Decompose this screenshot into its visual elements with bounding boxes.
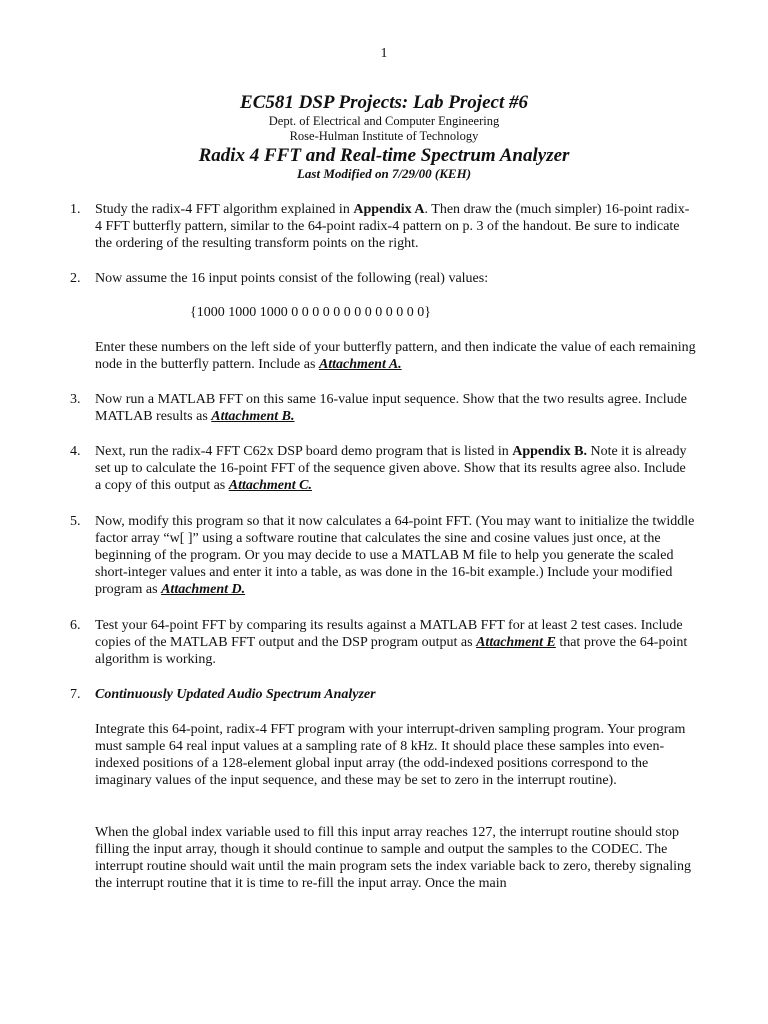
item-4-text [95, 443, 695, 494]
item-5-text-a: Now, modify this program so that it now calculates a 64-point FFT. (You may want to initialize the twiddle factor array “w[ ]” using a software routine that calculates the sine and cosine values just once, at the beginning of the program. Or you may decide to use a MATLAB M file to help you generate the scaled short-integer values and enter it into a table, as was done in the 16-bit example.) Include your modified program as [95, 514, 695, 597]
item-2-number: 2. [70, 271, 81, 286]
item-7-paragraph-1: Integrate this 64-point, radix-4 FFT program with your interrupt-driven sampling program. Your program must sample 64 real input values at a sampling rate of 8 kHz. It should place these samples into even-indexed positions of a 128-element global input array (the odd-indexed positions correspond to the imaginary values of the input sequence, and these may be set to zero in the interrupt routine). [95, 722, 686, 788]
item-2-paragraph [95, 339, 700, 373]
department-line: Dept. of Electrical and Computer Engineering [268, 114, 500, 128]
item-2-paragraph-text: Enter these numbers on the left side of your butterfly pattern, and then indicate the value of each remaining node in the butterfly pattern. Include as [95, 340, 696, 372]
item-1-number: 1. [70, 202, 81, 217]
item-3-number: 3. [70, 392, 81, 407]
item-4-number: 4. [70, 444, 81, 459]
item-6-text [95, 617, 695, 668]
item-2-text: Now assume the 16 input points consist of the following (real) values: [95, 271, 489, 286]
item-6-text-a: Test your 64-point FFT by comparing its results against a MATLAB FFT for at least 2 test cases. Include copies of the MATLAB FFT output and the DSP program output as [95, 618, 683, 650]
item-1-text [95, 201, 695, 252]
appendix-b-ref: Appendix B. [512, 444, 587, 459]
item-7-number: 7. [70, 687, 81, 702]
attachment-d-ref: Attachment D. [161, 582, 246, 597]
item-4-text-c: Note it is already set up to calculate the 16-point FFT of the sequence given above. Show that its results agree also. Include a copy of this output as [95, 444, 687, 493]
item-7-heading: Continuously Updated Audio Spectrum Analyzer [95, 687, 376, 702]
institute-line: Rose-Hulman Institute of Technology [289, 129, 479, 143]
input-sequence: {1000 1000 1000 0 0 0 0 0 0 0 0 0 0 0 0 0} [190, 305, 431, 320]
item-3-text-a: Now run a MATLAB FFT on this same 16-value input sequence. Show that the two results agree. Include MATLAB results as [95, 392, 687, 424]
item-5-text [95, 513, 695, 598]
attachment-b-ref: Attachment B. [211, 409, 295, 424]
document-subtitle: Radix 4 FFT and Real-time Spectrum Analyzer [198, 145, 570, 166]
last-modified: Last Modified on 7/29/00 (KEH) [296, 166, 472, 181]
item-3-text [95, 391, 695, 425]
item-1-text-a: Study the radix-4 FFT algorithm explained in [95, 202, 354, 217]
document-title: EC581 DSP Projects: Lab Project #6 [240, 92, 528, 113]
appendix-a-ref: Appendix A [353, 202, 425, 217]
attachment-a-ref: Attachment A. [318, 357, 402, 372]
item-4-text-a: Next, run the radix-4 FFT C62x DSP board demo program that is listed in [95, 444, 513, 459]
attachment-e-ref: Attachment E [476, 635, 556, 650]
page-number: 1 [380, 46, 388, 61]
attachment-c-ref: Attachment C. [228, 478, 312, 493]
item-6-text-c: that prove the 64-point algorithm is working. [95, 635, 688, 667]
item-7-paragraph-2: When the global index variable used to fill this input array reaches 127, the interrupt routine should stop filling the input array, though it should continue to sample and output the samples to the CODEC. The interrupt routine should wait until the main program sets the index variable back to zero, thereby signaling the interrupt routine that it is time to re-fill the input array. Once the main [95, 825, 692, 891]
item-5-number: 5. [70, 514, 81, 529]
item-6-number: 6. [70, 618, 81, 633]
item-1-text-c: . Then draw the (much simpler) 16-point radix-4 FFT butterfly pattern, similar to the 64-point radix-4 pattern on p. 3 of the handout. Be sure to indicate the ordering of the resulting transform points on the right. [95, 202, 690, 251]
